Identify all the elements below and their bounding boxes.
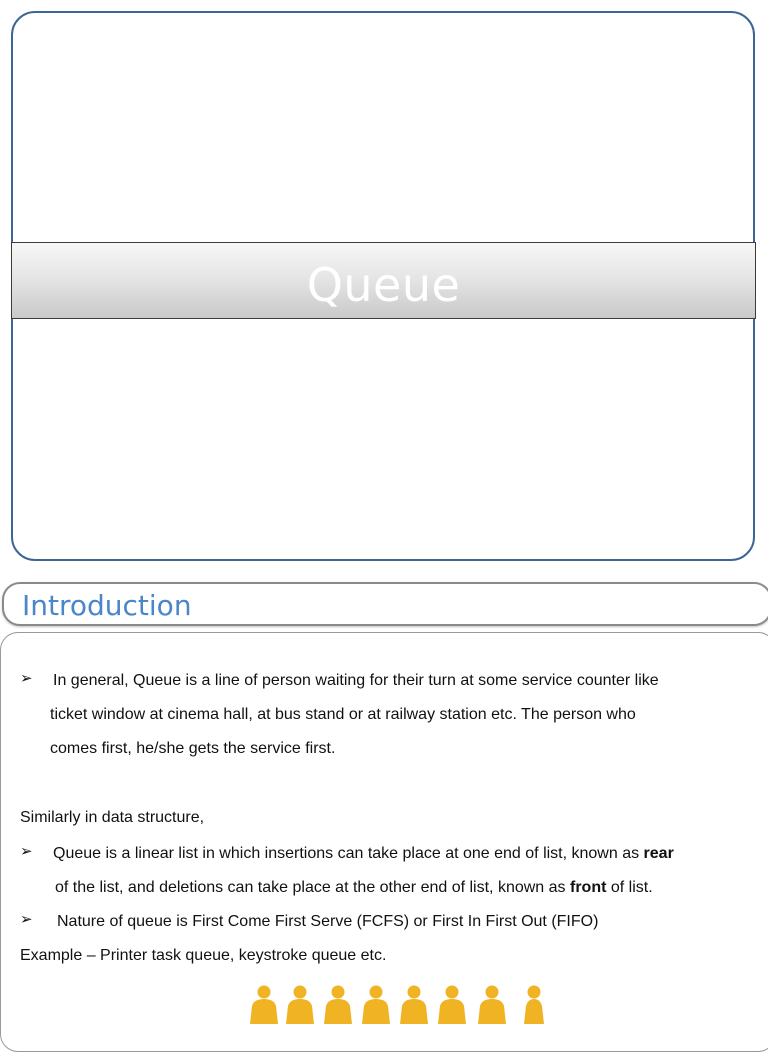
bullet-arrow-icon: ➢ [20, 910, 33, 928]
para1-line1: In general, Queue is a line of person waiting for their turn at some service counter like [53, 672, 659, 689]
para2-line2-end: of list. [606, 879, 653, 896]
title-banner [11, 242, 756, 319]
people-figures [250, 986, 544, 1025]
para2-line1-text: Queue is a linear list in which insertions can take place at one end of list, known as [53, 845, 644, 862]
similarly-line: Similarly in data structure, [20, 809, 205, 826]
para2-line2 [55, 879, 653, 897]
rear-term: rear [643, 845, 674, 862]
para3-line: Nature of queue is First Come First Serve (FCFS) or First In First Out (FIFO) [57, 913, 599, 930]
example-line: Example – Printer task queue, keystroke queue etc. [20, 947, 387, 964]
person-figure-icon [250, 986, 278, 1025]
para1-line3: comes first, he/she gets the service first. [50, 740, 336, 757]
person-figure-icon [362, 986, 390, 1025]
bullet-arrow-icon: ➢ [20, 842, 33, 860]
queue-people-illustration [248, 984, 548, 1024]
person-figure-icon [286, 986, 314, 1025]
person-figure-icon [400, 986, 428, 1025]
person-figure-icon [438, 986, 466, 1025]
para2-line1 [53, 845, 674, 863]
para1-line2: ticket window at cinema hall, at bus stand or at railway station etc. The person who [50, 706, 636, 723]
person-figure-icon [524, 986, 544, 1025]
front-term: front [569, 879, 607, 896]
section-header [2, 582, 768, 626]
section-title: Introduction [22, 589, 192, 622]
slide-title: Queue [306, 257, 461, 312]
person-figure-icon [324, 986, 352, 1025]
bullet-arrow-icon: ➢ [20, 669, 33, 687]
person-figure-icon [478, 986, 506, 1025]
para2-line2-text: of the list, and deletions can take place at the other end of list, known as [55, 879, 570, 896]
